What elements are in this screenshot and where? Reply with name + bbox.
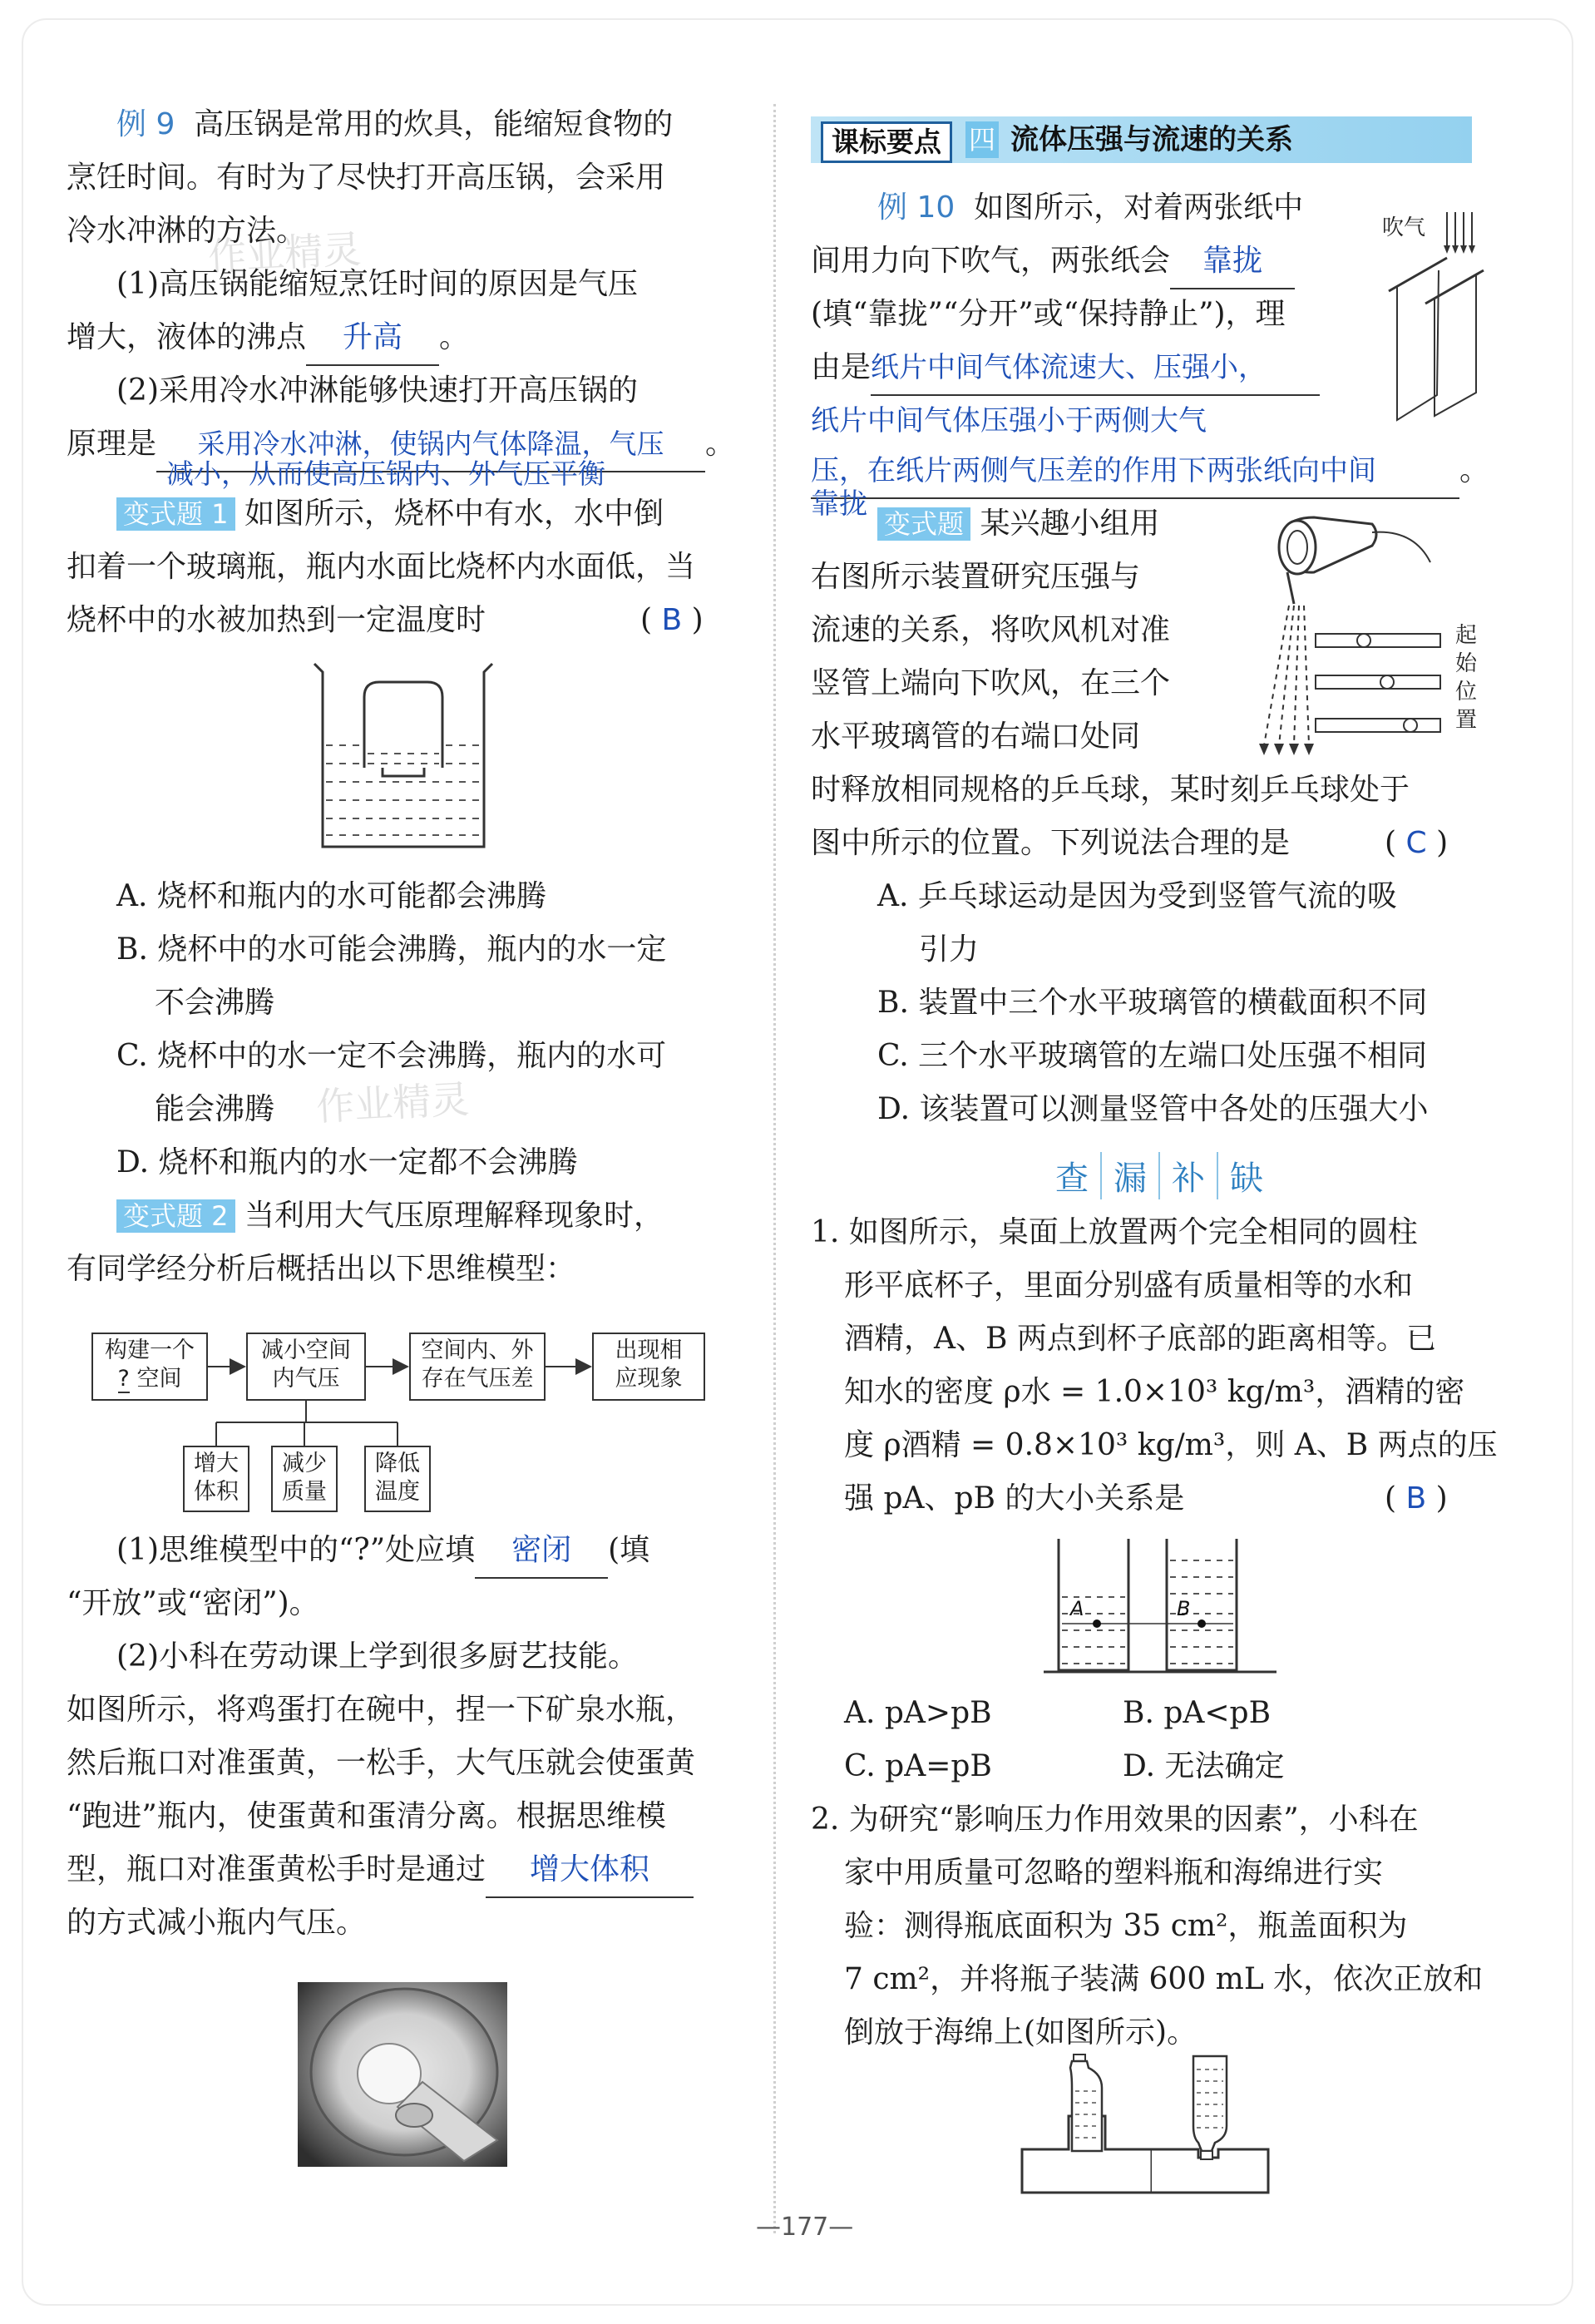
v2-q2-line-2: 如图所示，将鸡蛋打在碗中，捏一下矿泉水瓶， bbox=[67, 1693, 696, 1727]
flow-sub-3-line-1: 降低 bbox=[375, 1451, 420, 1476]
flow-box-build-label: 构建一个 bbox=[105, 1338, 195, 1363]
q1-option-b: B. pA<pB bbox=[1123, 1696, 1272, 1730]
v2-q2-line-6: 的方式减小瓶内气压。 bbox=[67, 1906, 367, 1940]
v2-q2-prompt: 型，瓶口对准蛋黄松手时是通过 bbox=[67, 1852, 486, 1886]
q2-line-5: 倒放于海绵上(如图所示)。 bbox=[844, 2015, 1197, 2050]
blow-label: 吹气 bbox=[1382, 215, 1426, 240]
review-char-4: 缺 bbox=[1230, 1160, 1263, 1198]
ex9-q1-line-1: (1)高压锅能缩短烹饪时间的原因是气压 bbox=[116, 267, 638, 301]
v2-q1-prompt: (1)思维模型中的“?”处应填 bbox=[116, 1533, 476, 1567]
ex10-reason-prompt: 由是 bbox=[811, 350, 872, 384]
point-b-label: B bbox=[1177, 1597, 1191, 1620]
rv-line-4: 竖管上端向下吹风，在三个 bbox=[811, 666, 1171, 700]
v1-option-d: D. 烧杯和瓶内的水一定都不会沸腾 bbox=[116, 1145, 578, 1179]
flow-box-diff-line-1: 空间内、外 bbox=[421, 1338, 534, 1363]
rv-line-7: 图中所示的位置。下列说法合理的是 bbox=[811, 826, 1291, 860]
v2-q2-line-5 bbox=[67, 1843, 694, 1898]
header-title: 流体压强与流速的关系 bbox=[1010, 123, 1293, 156]
rv-option-c: C. 三个水平玻璃管的左端口处压强不相同 bbox=[877, 1039, 1428, 1073]
v1-option-c-cont: 能会沸腾 bbox=[155, 1092, 275, 1126]
hair-dryer-figure bbox=[1247, 512, 1480, 770]
ex10-tag: 例 10 bbox=[877, 190, 956, 225]
section-header-4 bbox=[811, 116, 1472, 163]
ex9-text: 高压锅是常用的炊具，能缩短食物的 bbox=[194, 107, 674, 141]
ex10-answer-2c: 压，在纸片两侧气压差的作用下两张纸向中间 bbox=[811, 444, 1459, 499]
flow-arrows bbox=[0, 0, 748, 1522]
ex10-answer-2a: 纸片中间气体流速大、压强小， bbox=[871, 341, 1320, 396]
review-char-3: 补 bbox=[1160, 1152, 1218, 1199]
q1-option-a: A. pA>pB bbox=[844, 1696, 992, 1730]
ex9-line-3: 冷水冲淋的方法。 bbox=[67, 214, 307, 248]
flow-box-reduce-line-1: 减小空间 bbox=[261, 1338, 351, 1363]
rv-badge: 变式题 bbox=[877, 507, 970, 541]
page-number: —177— bbox=[756, 2213, 854, 2242]
start-label-1: 起 bbox=[1455, 623, 1478, 648]
review-char-1: 查 bbox=[1044, 1152, 1102, 1199]
flow-box-phen-line-1: 出现相 bbox=[615, 1338, 683, 1363]
v1-badge: 变式题 1 bbox=[116, 497, 235, 531]
ex10-line-6 bbox=[811, 444, 1489, 499]
q2-line-1: 2. 为研究“影响压力作用效果的因素”，小科在 bbox=[811, 1802, 1419, 1837]
rv-text: 某兴趣小组用 bbox=[980, 507, 1160, 541]
ex9-q2-answer-1: 采用冷水冲淋，使锅内气体降温，气压 bbox=[156, 418, 705, 472]
q1-line-4: 知水的密度 ρ水 = 1.0×10³ kg/m³，酒精的密 bbox=[844, 1375, 1465, 1409]
rv-line-3: 流速的关系，将吹风机对准 bbox=[811, 613, 1171, 647]
v2-q1-end: (填 bbox=[608, 1533, 650, 1567]
q1-answer: B bbox=[1405, 1481, 1427, 1516]
ex10-line-4 bbox=[811, 341, 1320, 396]
column-divider bbox=[773, 104, 776, 2233]
watermark-1: 作业精灵 bbox=[206, 226, 363, 279]
ex9-q2-line-1: (2)采用冷水冲淋能够快速打开高压锅的 bbox=[116, 373, 638, 408]
header-key-label: 课标要点 bbox=[821, 121, 952, 163]
rv-line-2: 右图所示装置研究压强与 bbox=[811, 560, 1141, 594]
ex10-answer-1: 靠拢 bbox=[1170, 235, 1295, 289]
q1-option-c: C. pA=pB bbox=[844, 1749, 992, 1783]
ex9-line-2: 烹饪时间。有时为了尽快打开高压锅，会采用 bbox=[67, 161, 666, 195]
egg-separation-photo bbox=[298, 1982, 507, 2167]
v1-line-2: 扣着一个玻璃瓶，瓶内水面比烧杯内水面低，当 bbox=[67, 550, 696, 584]
ex10-line-3: (填“靠拢”“分开”或“保持静止”)，理 bbox=[811, 297, 1286, 331]
q2-line-3: 验：测得瓶底面积为 35 cm²，瓶盖面积为 bbox=[844, 1909, 1408, 1943]
start-label-4: 置 bbox=[1455, 708, 1478, 733]
v2-q2-line-3: 然后瓶口对准蛋黄，一松手，大气压就会使蛋黄 bbox=[67, 1746, 696, 1780]
v2-q2-line-4: “跑进”瓶内，使蛋黄和蛋清分离。根据思维模 bbox=[67, 1799, 666, 1833]
q1-line-5: 度 ρ酒精 = 0.8×10³ kg/m³，则 A、B 两点的压 bbox=[844, 1428, 1498, 1462]
v2-badge: 变式题 2 bbox=[116, 1199, 235, 1233]
watermark-2: 作业精灵 bbox=[314, 1076, 471, 1130]
ex10-text: 如图所示，对着两张纸中 bbox=[974, 190, 1304, 225]
q1-line-3: 酒精，A、B 两点到杯子底部的距离相等。已 bbox=[844, 1322, 1436, 1356]
section-review-title bbox=[1044, 1152, 1275, 1199]
rv-option-d: D. 该装置可以测量竖管中各处的压强大小 bbox=[877, 1092, 1429, 1126]
q1-option-d: D. 无法确定 bbox=[1123, 1749, 1285, 1783]
rv-answer: C bbox=[1405, 826, 1427, 860]
v2-q1-answer: 密闭 bbox=[475, 1524, 608, 1579]
v1-answer: B bbox=[661, 603, 683, 637]
rv-option-b: B. 装置中三个水平玻璃管的横截面积不同 bbox=[877, 986, 1428, 1020]
v1-option-b: B. 烧杯中的水可能会沸腾，瓶内的水一定 bbox=[116, 932, 667, 967]
review-char-2: 漏 bbox=[1102, 1152, 1160, 1199]
q2-line-2: 家中用质量可忽略的塑料瓶和海绵进行实 bbox=[844, 1856, 1384, 1890]
flow-box-reduce-line-2: 内气压 bbox=[272, 1366, 340, 1392]
q1-line-6: 强 pA、pB 的大小关系是 bbox=[844, 1481, 1185, 1516]
v1-text: 如图所示，烧杯中有水，水中倒 bbox=[244, 497, 664, 531]
ex9-q2-prompt: 原理是 bbox=[67, 427, 157, 461]
ex10-prompt: 间用力向下吹气，两张纸会 bbox=[811, 244, 1171, 278]
v2-q1-line-2: “开放”或“密闭”)。 bbox=[67, 1586, 319, 1620]
v1-option-b-cont: 不会沸腾 bbox=[155, 986, 275, 1020]
ex9-q2-end: 。 bbox=[705, 427, 736, 461]
rv-line-5: 水平玻璃管的右端口处同 bbox=[811, 719, 1141, 754]
q2-line-4: 7 cm²，并将瓶子装满 600 mL 水，依次正放和 bbox=[844, 1962, 1484, 1996]
bottles-on-sponge-figure bbox=[1019, 2050, 1285, 2199]
v2-q2-line-1: (2)小科在劳动课上学到很多厨艺技能。 bbox=[116, 1639, 638, 1674]
v1-option-a: A. 烧杯和瓶内的水可能都会沸腾 bbox=[116, 879, 546, 913]
flow-sub-2-line-2: 质量 bbox=[282, 1479, 327, 1505]
v1-line-3: 烧杯中的水被加热到一定温度时 bbox=[67, 603, 486, 637]
q1-line-2: 形平底杯子，里面分别盛有质量相等的水和 bbox=[844, 1268, 1414, 1303]
two-cups-figure bbox=[1044, 1530, 1276, 1677]
flow-sub-1-line-1: 增大 bbox=[194, 1451, 239, 1476]
start-label-2: 始 bbox=[1455, 651, 1478, 676]
rv-option-a: A. 乒乓球运动是因为受到竖管气流的吸 bbox=[877, 879, 1397, 913]
flow-box-diff-line-2: 存在气压差 bbox=[421, 1366, 534, 1392]
ex9-q1-prompt: 增大，液体的沸点 bbox=[67, 320, 307, 354]
ex9-q1-answer: 升高 bbox=[306, 311, 439, 366]
ex9-q1-end: 。 bbox=[439, 320, 470, 354]
v1-answer-bracket: ( B ) bbox=[640, 603, 704, 637]
rv-line-1 bbox=[877, 497, 1159, 551]
ex10-answer-2d: 靠拢 bbox=[811, 487, 867, 521]
header-number: 四 bbox=[965, 121, 999, 158]
ex10-answer-2b: 纸片中间气体压强小于两侧大气 bbox=[811, 404, 1207, 438]
q1-answer-bracket: ( B ) bbox=[1385, 1481, 1448, 1516]
v2-q1-line-1 bbox=[67, 1524, 649, 1579]
ex10-end: 。 bbox=[1459, 453, 1490, 487]
flow-box-phen-line-2: 应现象 bbox=[615, 1366, 683, 1392]
q1-line-1: 1. 如图所示，桌面上放置两个完全相同的圆柱 bbox=[811, 1215, 1418, 1249]
ex10-line-2 bbox=[811, 235, 1295, 289]
flow-sub-1-line-2: 体积 bbox=[194, 1479, 239, 1505]
v2-text: 当利用大气压原理解释现象时， bbox=[244, 1199, 664, 1233]
start-label-3: 位 bbox=[1455, 680, 1478, 705]
point-a-label: A bbox=[1070, 1597, 1084, 1620]
v2-line-2: 有同学经分析后概括出以下思维模型： bbox=[67, 1252, 576, 1286]
rv-line-6: 时释放相同规格的乒乓球，某时刻乒乓球处于 bbox=[811, 773, 1410, 807]
flow-box-build-blank: ? bbox=[117, 1366, 130, 1392]
flow-box-build-space-label: 空间 bbox=[136, 1366, 182, 1392]
paper-blowing-figure bbox=[1372, 208, 1497, 433]
flow-sub-2-line-1: 减少 bbox=[282, 1451, 327, 1476]
ex9-q2-answer-2: 减小，从而使高压锅内、外气压平衡 bbox=[166, 457, 605, 490]
rv-answer-bracket: ( C ) bbox=[1385, 826, 1449, 860]
v2-q2-answer: 增大体积 bbox=[486, 1843, 694, 1898]
ex10-line-1 bbox=[811, 181, 1303, 235]
ex9-tag: 例 9 bbox=[116, 107, 175, 141]
rv-option-a-cont: 引力 bbox=[919, 932, 980, 967]
v1-option-c: C. 烧杯中的水一定不会沸腾，瓶内的水可 bbox=[116, 1039, 667, 1073]
flow-sub-3-line-2: 温度 bbox=[375, 1479, 420, 1505]
